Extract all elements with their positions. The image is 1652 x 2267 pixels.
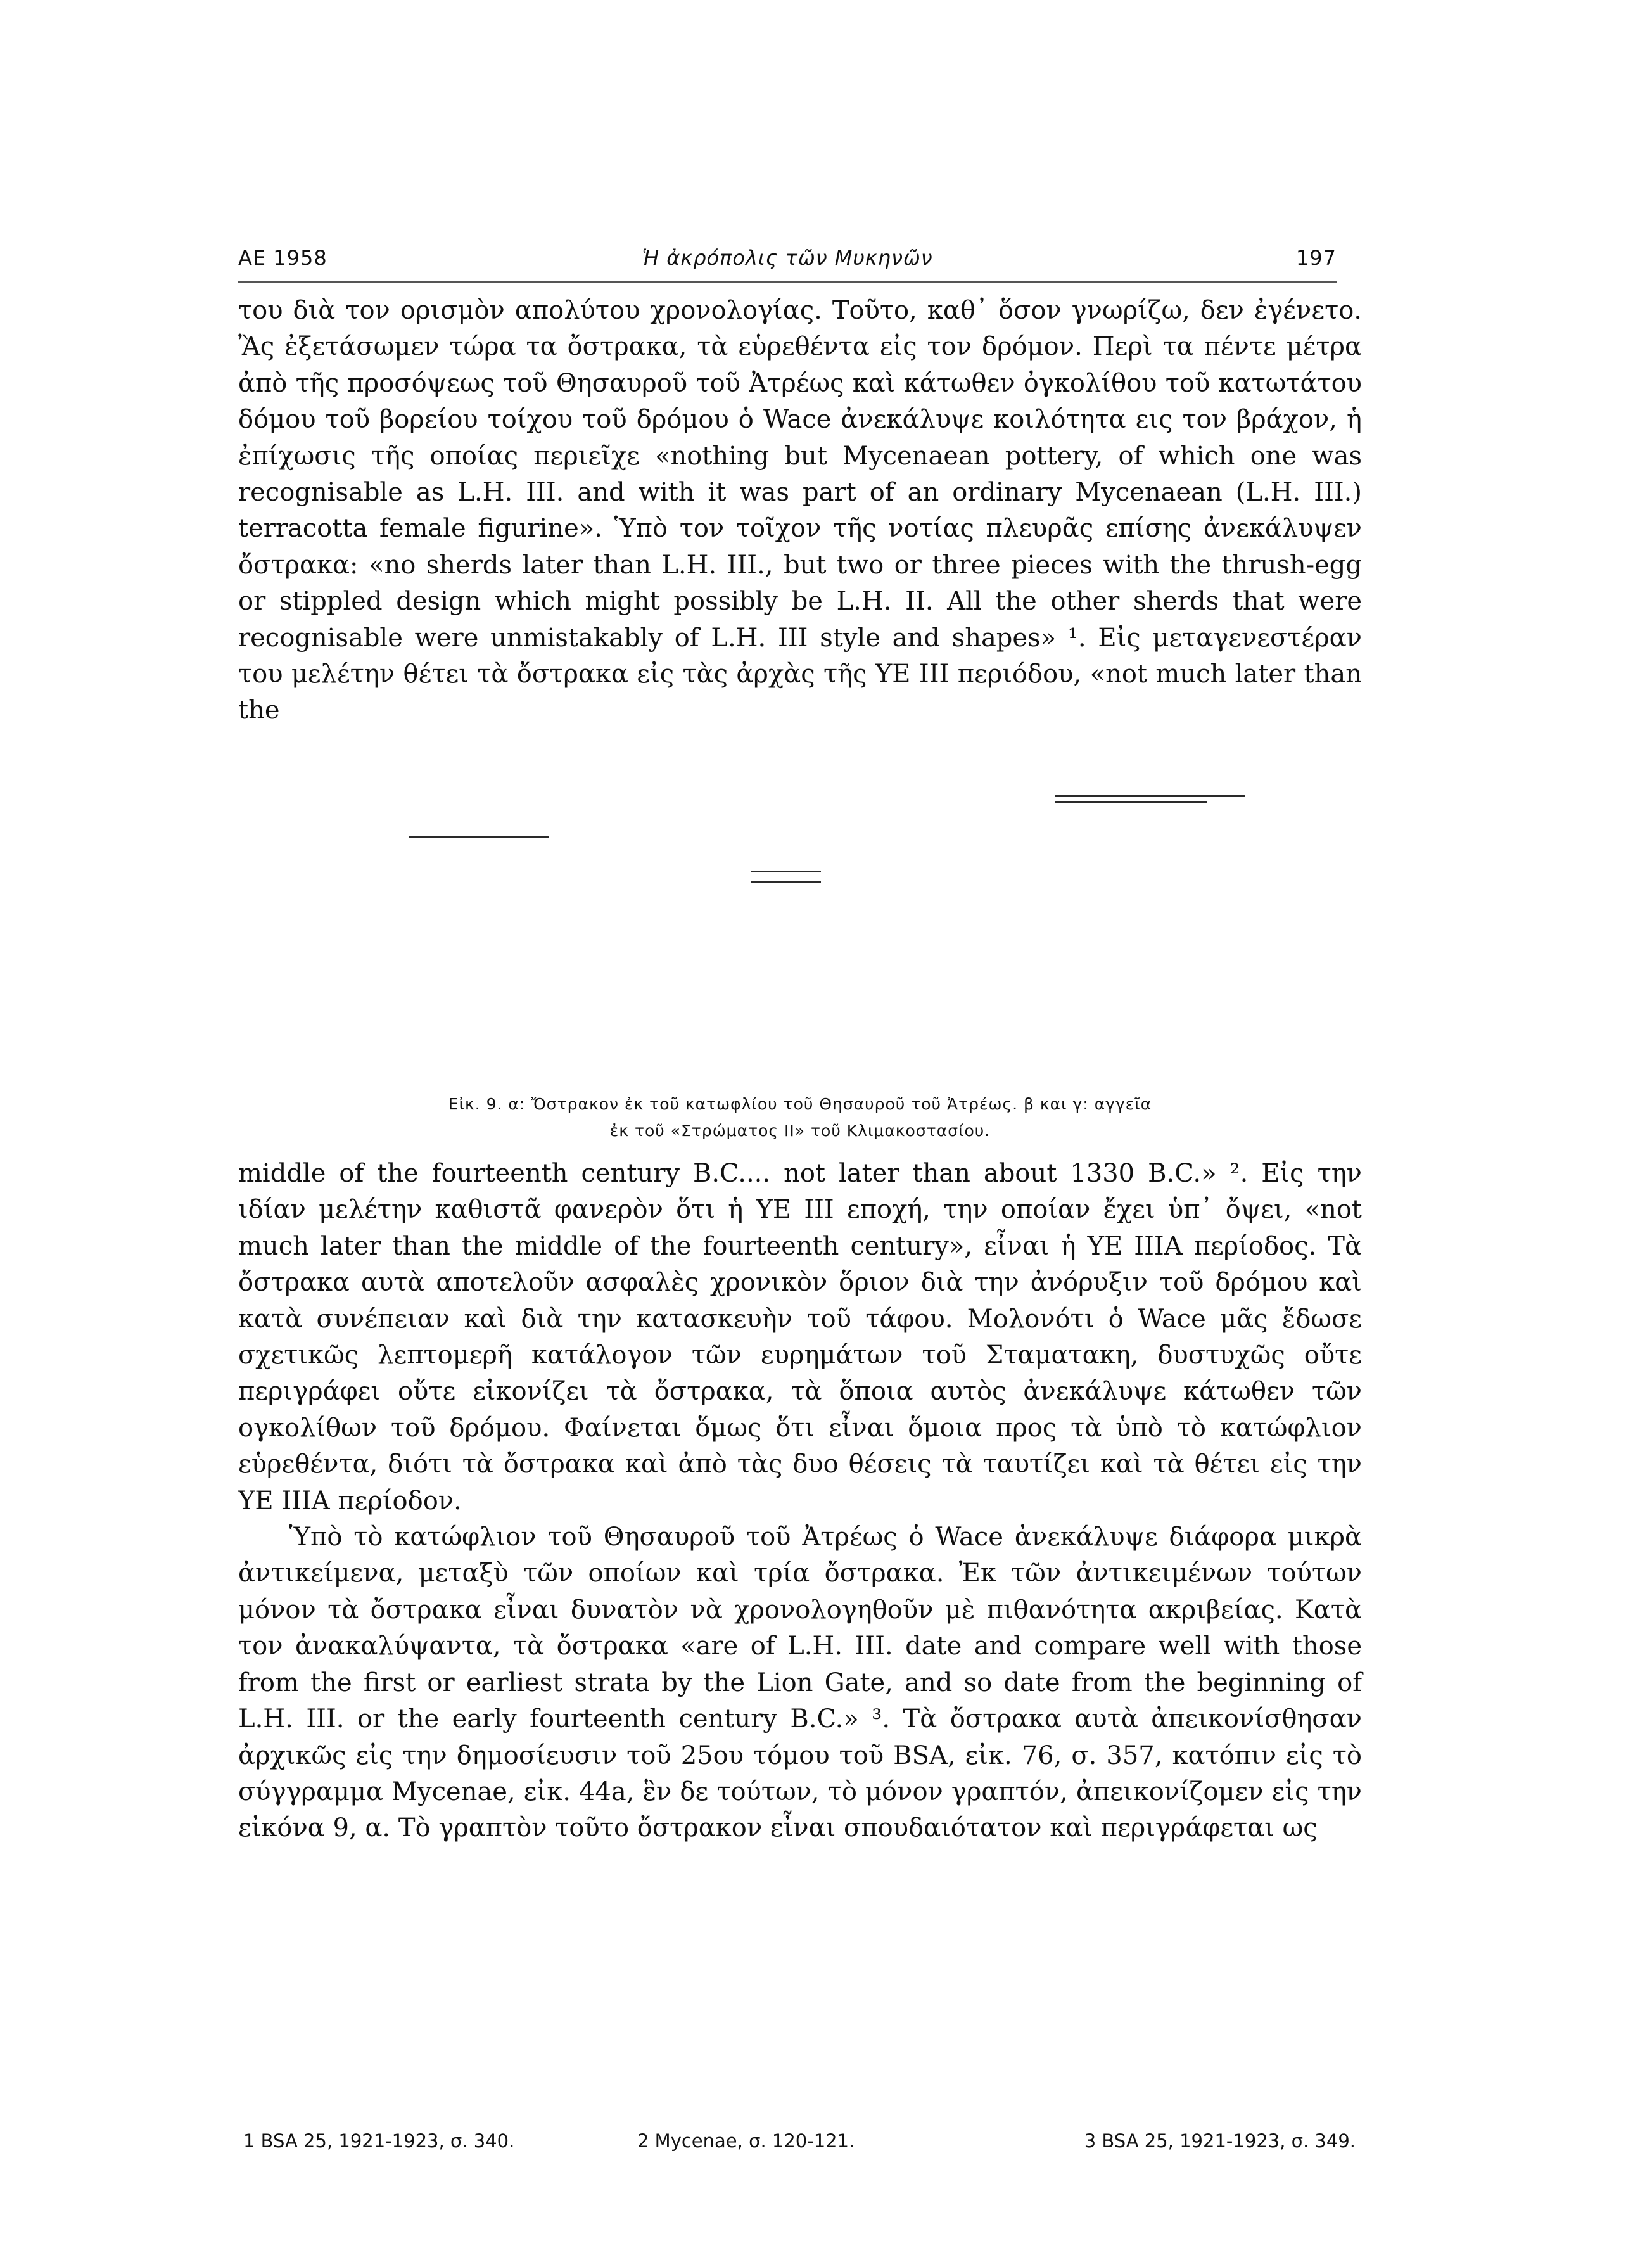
figure-mark — [409, 836, 549, 838]
body-text-top — [238, 293, 1362, 729]
journal-reference: ΑΕ 1958 — [238, 246, 327, 270]
footnote-2: 2 Mycenae, σ. 120-121. — [637, 2130, 855, 2152]
figure-mark — [751, 881, 821, 883]
running-title: Ἡ ἀκρόπολις τῶν Μυκηνῶν — [642, 246, 933, 270]
footnotes — [238, 2130, 1362, 2162]
figure-mark — [751, 871, 821, 872]
body-text-bottom — [238, 1156, 1362, 1847]
paragraph: middle of the fourteenth century B.C.... not later than about 1330 B.C.» ². Εἰς την ιδίαν μελέτην καθιστᾶ φανερὸν ὅτι ἡ ΥΕ ΙΙΙ εποχή, την οποίαν ἔχει ὑπ᾽ ὄψει, «not much later than the middle of the fourteenth century», εἶναι ἡ ΥΕ ΙΙΙΑ περίοδος. Τὰ ὄστρακα αυτὰ αποτελοῦν ασφαλὲς χρονικὸν ὅριον διὰ την ἀνόρυξιν τοῦ δρόμου καὶ κατὰ συνέπειαν καὶ διὰ την κατασκευὴν τοῦ τάφου. Μολονότι ὁ Wace μᾶς ἔδωσε σχετικῶς λεπτομερῆ κατάλογον τῶν ευρημάτων τοῦ Σταματακη, δυστυχῶς οὔτε περιγράφει οὔτε εἰκονίζει τὰ ὄστρακα, τὰ ὅποια αυτὸς ἀνεκάλυψε κάτωθεν τῶν ογκολίθων τοῦ δρόμου. Φαίνεται ὅμως ὅτι εἶναι ὅμοια προς τὰ ὑπὸ τὸ κατώφλιον εὑρεθέντα, διότι τὰ ὄστρακα καὶ ἀπὸ τὰς δυο θέσεις τὰ ταυτίζει καὶ τὰ θέτει εἰς την ΥΕ ΙΙΙΑ περίοδον. — [238, 1159, 1362, 1516]
figure-caption — [238, 1091, 1362, 1144]
caption-line-1: Εἰκ. 9. α: Ὄστρακον ἐκ τοῦ κατωφλίου τοῦ Θησαυροῦ τοῦ Ἀτρέως. β και γ: αγγεῖα — [448, 1095, 1152, 1113]
running-header — [238, 228, 1337, 270]
caption-line-2: ἐκ τοῦ «Στρώματος ΙΙ» τοῦ Κλιμακοστασίου. — [609, 1121, 991, 1140]
page-number: 197 — [1295, 246, 1337, 270]
footnote-1: 1 BSA 25, 1921-1923, σ. 340. — [243, 2130, 515, 2152]
paragraph: Ὑπὸ τὸ κατώφλιον τοῦ Θησαυροῦ τοῦ Ἀτρέως ὁ Wace ἀνεκάλυψε διάφορα μικρὰ ἀντικείμενα, μεταξὺ τῶν οποίων καὶ τρία ὄστρακα. Ἐκ τῶν ἀντικειμένων τούτων μόνον τὰ ὄστρακα εἶναι δυνατὸν νὰ χρονολογηθοῦν μὲ πιθανότητα ακριβείας. Κατὰ τον ἀνακαλύψαντα, τὰ ὄστρακα «are of L.H. III. date and compare well with those from the first or earliest strata by the Lion Gate, and so date from the beginning of L.H. III. or the early fourteenth century B.C.» ³. Τὰ ὄστρακα αυτὰ ἀπεικονίσθησαν ἀρχικῶς εἰς την δημοσίευσιν τοῦ 25ου τόμου τοῦ BSA, εἰκ. 76, σ. 357, κατόπιν εἰς τὸ σύγγραμμα Mycenae, εἰκ. 44a, ἓν δε τούτων, τὸ μόνον γραπτόν, ἀπεικονίζομεν εἰς την εἰκόνα 9, α. Τὸ γραπτὸν τοῦτο ὄστρακον εἶναι σπουδαιότατον καὶ περιγράφεται ως — [238, 1523, 1362, 1843]
figure-mark — [1055, 801, 1207, 803]
figure-mark — [1055, 795, 1245, 797]
paragraph: του διὰ τον ορισμὸν απολύτου χρονολογίας. Τοῦτο, καθ᾽ ὅσον γνωρίζω, δεν ἐγένετο. Ἂς ἐξετάσωμεν τώρα τα ὄστρακα, τὰ εὑρεθέντα εἰς τον δρόμον. Περὶ τα πέντε μέτρα ἀπὸ τῆς προσόψεως τοῦ Θησαυροῦ τοῦ Ἀτρέως καὶ κάτωθεν ὀγκολίθου τοῦ κατωτάτου δόμου τοῦ βορείου τοίχου τοῦ δρόμου ὁ Wace ἀνεκάλυψε κοιλότητα εις τον βράχον, ἡ ἐπίχωσις τῆς οποίας περιεῖχε «nothing but Mycenaean pottery, of which one was recognisable as L.H. III. and with it was part of an ordinary Mycenaean (L.H. III.) terracotta female figurine». Ὑπὸ τον τοῖχον τῆς νοτίας πλευρᾶς επίσης ἀνεκάλυψεν ὄστρακα: «no sherds later than L.H. III., but two or three pieces with the thrush-egg or stippled design which might possibly be L.H. II. All the other sherds that were recognisable were unmistakably of L.H. III style and shapes» ¹. Εἰς μεταγενεστέραν του μελέτην θέτει τὰ ὄστρακα εἰς τὰς ἀρχὰς τῆς ΥΕ ΙΙΙ περιόδου, «not much later than the — [238, 296, 1362, 725]
figure-9 — [238, 786, 1362, 1064]
header-rule — [238, 281, 1337, 283]
footnote-3: 3 BSA 25, 1921-1923, σ. 349. — [1084, 2130, 1356, 2152]
